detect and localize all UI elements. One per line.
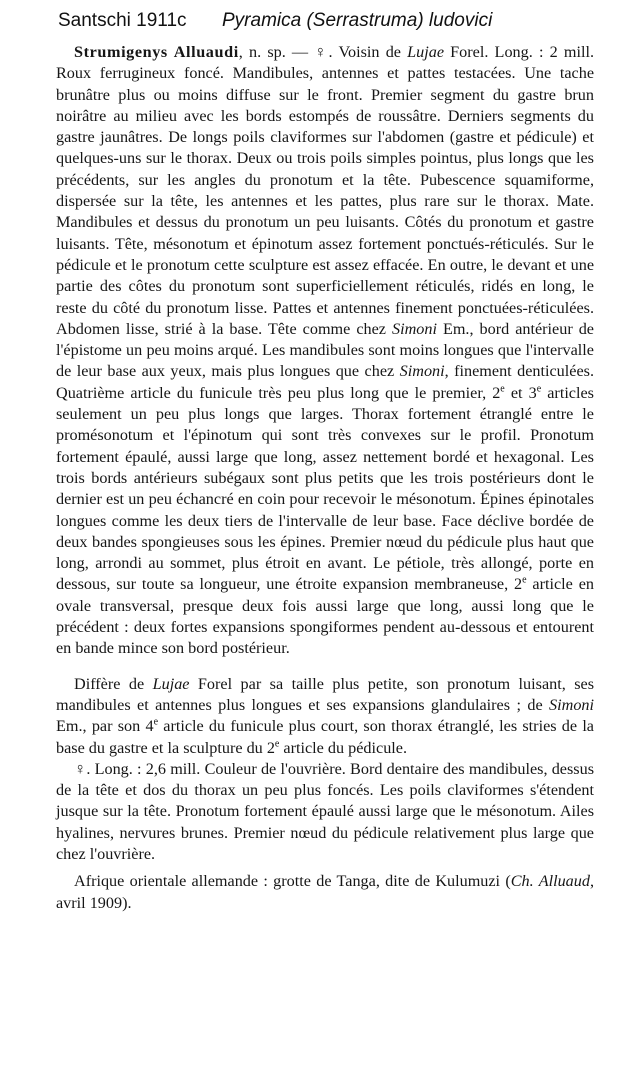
desc-italic-2: Simoni [391, 319, 437, 338]
comp-sup-1: e [153, 716, 159, 728]
desc-sup-3: e [522, 575, 527, 587]
worker-description [56, 42, 594, 660]
comp-text-3: Em., par son 4 [56, 717, 154, 736]
species-name: Strumigenys Alluaudi [74, 43, 239, 61]
desc-text-3: Em., bord antérieur de l'épistome un peu moins arqué. Les mandibules sont moins longues que l'intervalle de leur base aux yeux, mais plus longues que chez [56, 319, 594, 381]
page-header [58, 8, 618, 38]
comp-text-2: Forel par sa taille plus petite, son pronotum luisant, ses mandibules et antennes plus longues et ses expansions glandulaires ; de [56, 674, 594, 714]
comparison-paragraph [56, 674, 594, 759]
comp-italic-1: Lujae [152, 674, 190, 693]
comp-text-5: article du pédicule. [279, 738, 408, 757]
female-paragraph: ♀. Long. : 2,6 mill. Couleur de l'ouvrière. Bord dentaire des mandibules, dessus de la tête et dos du thorax un peu plus foncés. Les poils claviformes s'étendent jusque sur la tête. Pronotum fortement épaulé aussi large que le mésonotum. Ailes hyalines, nervures brunes. Premier nœud du pédicule relativement plus large que chez l'ouvrière. [56, 759, 594, 863]
loc-text-2: , avril 1909). [56, 872, 594, 912]
loc-text-1: Afrique orientale allemande : grotte de Tanga, dite de Kulumuzi ( [74, 872, 511, 891]
article-body [56, 42, 594, 914]
desc-text-1: , n. sp. — ♀. Voisin de [238, 43, 408, 61]
locality-paragraph [56, 871, 594, 914]
desc-text-5: et 3 [504, 383, 537, 402]
desc-sup-1: e [500, 383, 505, 395]
taxon-name: Pyramica (Serrastruma) ludovici [222, 10, 493, 31]
desc-italic-1: Lujae [407, 43, 445, 61]
comp-italic-2: Simoni [549, 695, 594, 714]
comp-text-1: Diffère de [74, 674, 153, 693]
desc-text-6: articles seulement un peu plus longs que larges. Thorax fortement étranglé entre le promésonotum et l'épinotum qui sont très convexes sur le profil. Pronotum fortement épaulé, aussi large que long, assez nettement bordé et hexagonal. Les trois bords antérieurs subégaux sont plus petits que les trois postérieurs dont le dernier est un peu échancré en coin pour recevoir le mésonotum. Épines épinotales longues comme les deux tiers de l'intervalle de leur base. Face déclive bordée de deux bandes spongieuses sous les épines. Premier nœud du pédicule plus haut que long, arrondi au sommet, plus étroit en avant. Le pétiole, très allongé, porte en dessous, sur toute sa longueur, une étroite expansion membraneuse, 2 [56, 383, 594, 594]
loc-italic-collector: Ch. Alluaud [510, 872, 590, 891]
author-year: Santschi 1911c [58, 10, 187, 31]
desc-text-7: article en ovale transversal, presque deux fois aussi large que long, aussi long que le précédent : deux fortes expansions spongiformes pendent au-dessous et entourent en bande mince son bord postérieur. [56, 575, 594, 658]
comp-text-4: article du funicule plus court, son thorax étranglé, les stries de la base du gastre et la sculpture du 2 [56, 717, 594, 757]
desc-italic-3: Simoni [399, 362, 445, 381]
desc-text-4: , finement denticulées. Quatrième article du funicule très peu plus long que le premier, 2 [56, 362, 594, 402]
desc-sup-2: e [536, 383, 542, 395]
comp-sup-2: e [274, 738, 280, 750]
desc-text-2: Forel. Long. : 2 mill. Roux ferrugineux foncé. Mandibules, antennes et pattes testacées. Une tache brunâtre plus ou moins diffuse sur le front. Premier segment du gastre brun noirâtre au milieu avec les bords estompés de roussâtre. Derniers segments du gastre jaunâtres. De longs poils claviformes sur l'abdomen (gastre et pédicule) et quelques-uns sur le thorax. Deux ou trois poils simples pointus, plus longs que les précédents, sur les angles du pronotum et la tête. Pubescence squamiforme, dispersée sur la tête, les antennes et les pattes, plus rare sur le thorax. Mate. Mandibules et dessus du pronotum un peu luisants. Côtés du pronotum et gastre luisants. Tête, mésonotum et épinotum assez fortement ponctués-réticulés. Sur le pédicule et le pronotum cette sculpture est assez effacée. En outre, le devant et une partie des côtes du pronotum sont superficiellement réticulés, ridés en long, le reste du côté du pronotum lisse. Pattes et antennes finement ponctuées-réticulées. Abdomen lisse, strié à la base. Tête comme chez [56, 43, 594, 338]
